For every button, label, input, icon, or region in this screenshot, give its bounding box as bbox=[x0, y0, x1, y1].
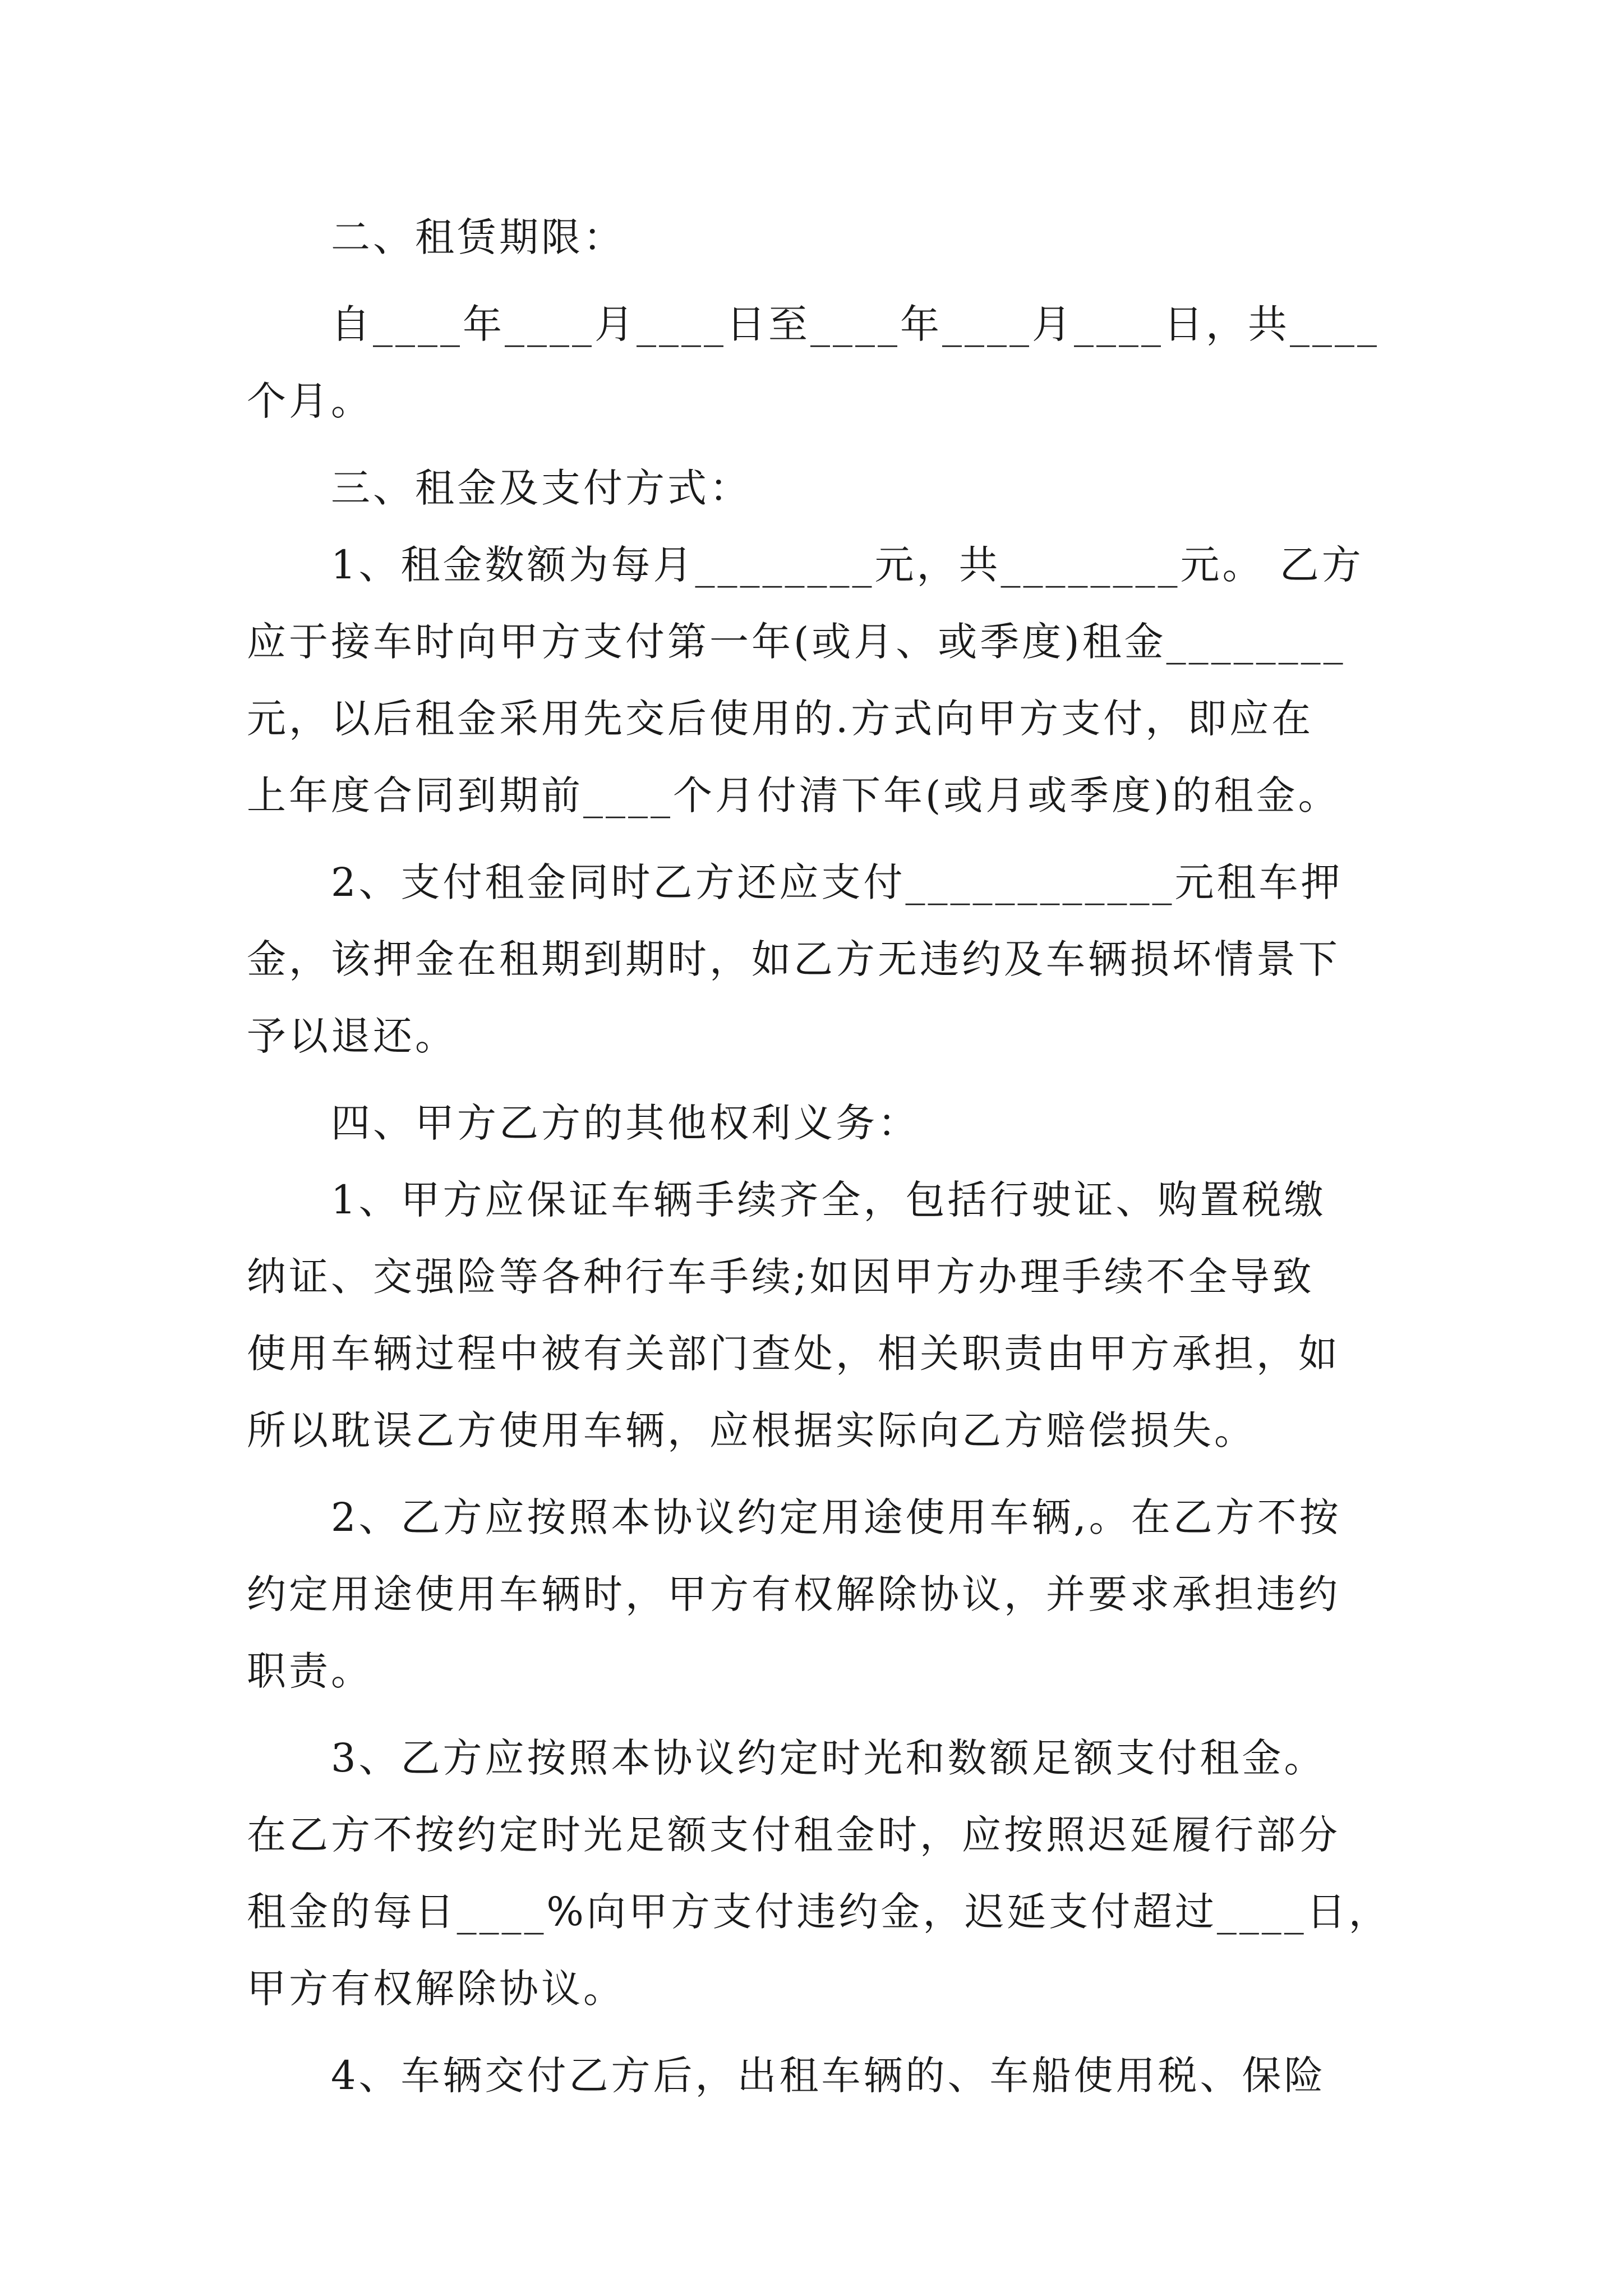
paragraph-gap bbox=[247, 440, 1391, 450]
text-line: 所以耽误乙方使用车辆，应根据实际向乙方赔偿损失。 bbox=[247, 1407, 1256, 1453]
text-line: 自____年____月____日至____年____月____日，共____ bbox=[331, 301, 1380, 347]
text-line: 1、租金数额为每月________元，共________元。 乙方 bbox=[331, 542, 1364, 588]
text-line: 金，该押金在租期到期时，如乙方无违约及车辆损坏情景下 bbox=[247, 936, 1340, 982]
text-line: 元，以后租金采用先交后使用的.方式向甲方支付，即应在 bbox=[247, 696, 1314, 742]
text-line: 职责。 bbox=[247, 1648, 373, 1694]
paragraph-gap bbox=[247, 1075, 1391, 1085]
paragraph-gap bbox=[247, 1469, 1391, 1479]
text-line: 约定用途使用车辆时，甲方有权解除协议，并要求承担违约 bbox=[247, 1571, 1340, 1617]
paragraph-gap bbox=[247, 834, 1391, 844]
text-line: 应于接车时向甲方支付第一年(或月、或季度)租金________ bbox=[247, 619, 1346, 665]
paragraph-gap bbox=[247, 276, 1391, 286]
text-line: 1、甲方应保证车辆手续齐全，包括行驶证、购置税缴 bbox=[331, 1177, 1326, 1223]
text-line: 在乙方不按约定时光足额支付租金时，应按照迟延履行部分 bbox=[247, 1812, 1340, 1858]
text-line: 4、车辆交付乙方后，出租车辆的、车船使用税、保险 bbox=[331, 2053, 1326, 2099]
text-line: 甲方有权解除协议。 bbox=[247, 1966, 625, 2012]
text-line: 个月。 bbox=[247, 378, 373, 424]
text-line: 3、乙方应按照本协议约定时光和数额足额支付租金。 bbox=[331, 1735, 1326, 1781]
paragraph-gap bbox=[247, 1710, 1391, 1720]
text-line: 予以退还。 bbox=[247, 1013, 457, 1059]
document-page bbox=[247, 199, 1391, 2114]
text-line: 使用车辆过程中被有关部门查处，相关职责由甲方承担，如 bbox=[247, 1331, 1340, 1377]
text-line: 2、支付租金同时乙方还应支付____________元租车押 bbox=[331, 859, 1343, 905]
text-line: 四、甲方乙方的其他权利义务： bbox=[331, 1100, 920, 1146]
text-line: 上年度合同到期前____个月付清下年(或月或季度)的租金。 bbox=[247, 772, 1340, 818]
text-line: 二、租赁期限： bbox=[331, 214, 625, 260]
text-line: 三、租金及支付方式： bbox=[331, 465, 751, 511]
paragraph-gap bbox=[247, 2027, 1391, 2037]
text-line: 租金的每日____%向甲方支付违约金，迟延支付超过____日， bbox=[247, 1889, 1391, 1935]
text-line: 纳证、交强险等各种行车手续;如因甲方办理手续不全导致 bbox=[247, 1254, 1315, 1300]
text-line: 2、乙方应按照本协议约定用途使用车辆,。在乙方不按 bbox=[331, 1494, 1341, 1540]
